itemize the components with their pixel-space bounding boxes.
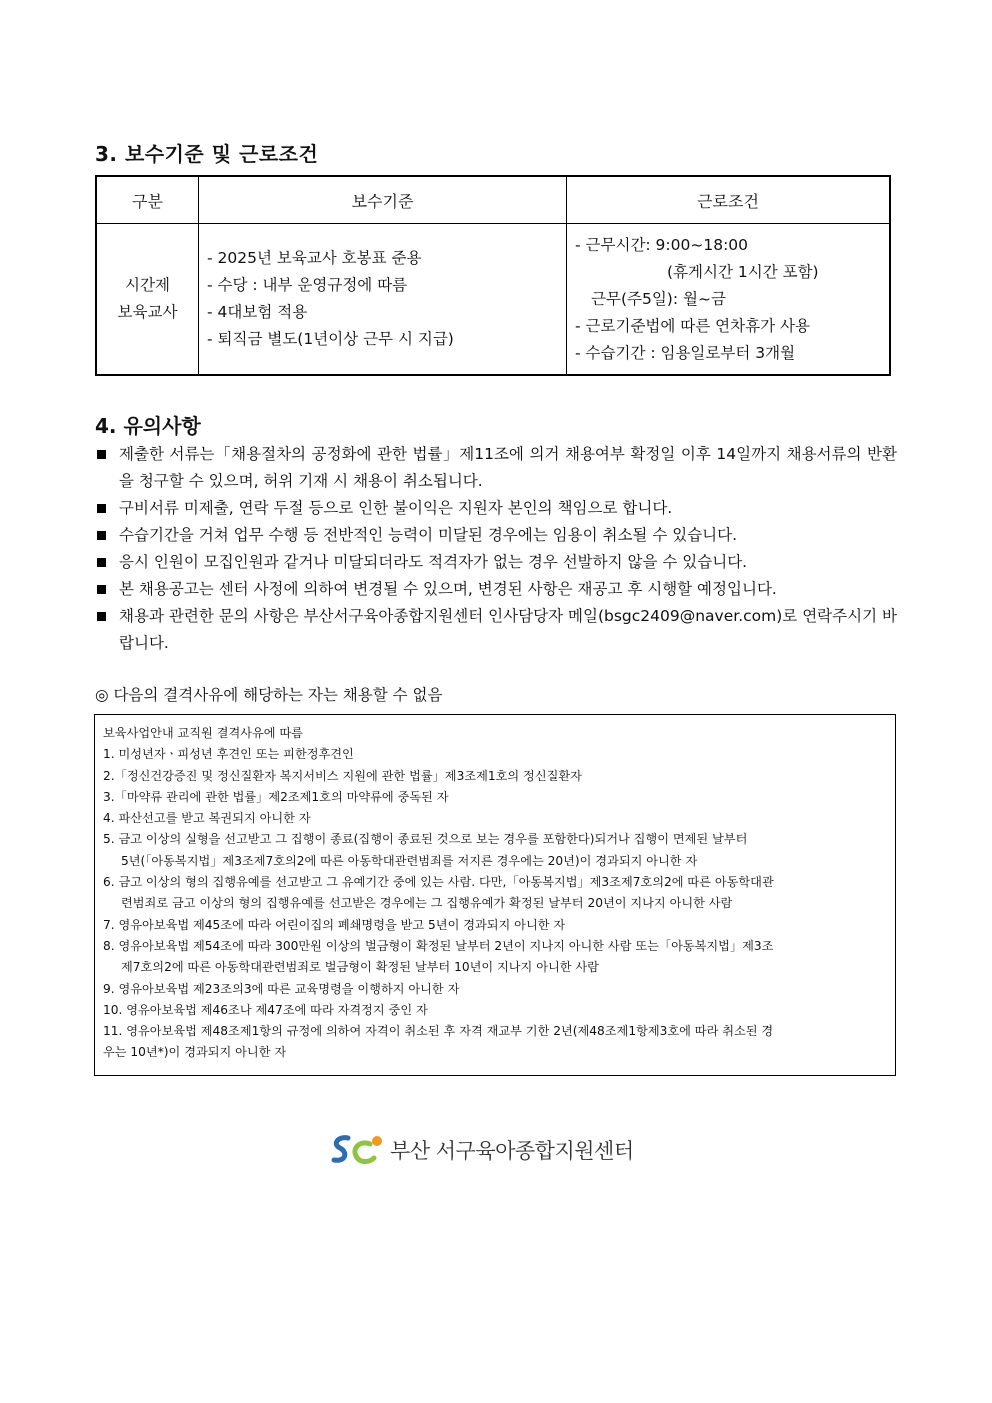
table-header-row bbox=[96, 176, 890, 224]
note-text: 응시 인원이 모집인원과 같거나 미달되더라도 적격자가 없는 경우 선발하지 않을 수 있습니다. bbox=[119, 553, 748, 571]
section4-title: 4. 유의사항 bbox=[95, 414, 201, 438]
pay-cell bbox=[199, 224, 567, 376]
square-bullet-icon bbox=[97, 558, 106, 567]
note-text: 수습기간을 거쳐 업무 수행 등 전반적인 능력이 미달된 경우에는 임용이 취소될 수 있습니다. bbox=[119, 526, 738, 544]
sc-logo-icon bbox=[330, 1132, 386, 1168]
condition-line: (휴게시간 1시간 포함) bbox=[667, 262, 819, 281]
list-item bbox=[95, 549, 897, 576]
category-cell bbox=[96, 224, 199, 376]
disq-line: 8. 영유아보육법 제54조에 따라 300만원 이상의 벌금형이 확정된 날부터 2년이 지나지 아니한 사람 또는「아동복지법」제3조 bbox=[103, 938, 774, 953]
square-bullet-icon bbox=[97, 531, 106, 540]
condition-line: - 수습기간 : 임용일로부터 3개월 bbox=[575, 343, 796, 362]
disq-line: 2.「정신건강증진 및 정신질환자 복지서비스 지원에 관한 법률」제3조제1호의 정신질환자 bbox=[103, 768, 582, 783]
notes-list bbox=[95, 441, 897, 657]
disqualification-box bbox=[94, 714, 896, 1076]
disq-line: 9. 영유아보육법 제23조의3에 따른 교육명령을 이행하지 아니한 자 bbox=[103, 981, 460, 996]
square-bullet-icon bbox=[97, 450, 106, 459]
disq-line: 7. 영유아보육법 제45조에 따라 어린이집의 폐쇄명령을 받고 5년이 경과되지 아니한 자 bbox=[103, 917, 566, 932]
note-text: 채용과 관련한 문의 사항은 부산서구육아종합지원센터 인사담당자 메일(bsgc2409@naver.com)로 연락주시기 바랍니다. bbox=[119, 607, 897, 652]
list-item bbox=[95, 441, 897, 495]
disq-line: 련범죄로 금고 이상의 형의 집행유예를 선고받은 경우에는 그 집행유예가 확정된 날부터 20년이 지나지 아니한 사람 bbox=[121, 896, 733, 911]
list-item bbox=[95, 603, 897, 657]
list-item bbox=[95, 495, 897, 522]
table-row bbox=[96, 224, 890, 376]
condition-line: - 근무시간: 9:00~18:00 bbox=[575, 235, 749, 254]
footer-brand bbox=[330, 1130, 634, 1170]
disq-line: 제7호의2에 따른 아동학대관련범죄로 벌금형이 확정된 날부터 10년이 지나지 아니한 사람 bbox=[121, 960, 599, 975]
note-text: 구비서류 미제출, 연락 두절 등으로 인한 불이익은 지원자 본인의 책임으로 합니다. bbox=[119, 499, 673, 517]
conditions-cell bbox=[567, 224, 891, 376]
note-text: 본 채용공고는 센터 사정에 의하여 변경될 수 있으며, 변경된 사항은 재공고 후 시행할 예정입니다. bbox=[119, 580, 777, 598]
pay-conditions-table bbox=[95, 175, 891, 376]
condition-line: - 근로기준법에 따른 연차휴가 사용 bbox=[575, 316, 810, 335]
list-item bbox=[95, 576, 897, 603]
pay-line: - 수당 : 내부 운영규정에 따름 bbox=[207, 276, 408, 294]
disq-line: 1. 미성년자ㆍ피성년 후견인 또는 피한정후견인 bbox=[103, 747, 354, 762]
pay-line: - 퇴직금 별도(1년이상 근무 시 지급) bbox=[207, 330, 454, 348]
org-name: 부산 서구육아종합지원센터 bbox=[390, 1139, 634, 1163]
category-line: 보육교사 bbox=[117, 303, 178, 321]
condition-line: 근무(주5일): 월~금 bbox=[591, 289, 726, 308]
header-conditions: 근로조건 bbox=[567, 176, 891, 224]
square-bullet-icon bbox=[97, 585, 106, 594]
disq-line: 10. 영유아보육법 제46조나 제47조에 따라 자격정지 중인 자 bbox=[103, 1002, 428, 1017]
disq-line: 5. 금고 이상의 실형을 선고받고 그 집행이 종료(집행이 종료된 것으로 보는 경우를 포함한다)되거나 집행이 면제된 날부터 bbox=[103, 832, 748, 847]
disq-line: 5년(「아동복지법」제3조제7호의2에 따른 아동학대관련범죄를 저지른 경우에는 20년)이 경과되지 아니한 자 bbox=[121, 853, 698, 868]
square-bullet-icon bbox=[97, 504, 106, 513]
header-category: 구분 bbox=[96, 176, 199, 224]
disq-line: 6. 금고 이상의 형의 집행유예를 선고받고 그 유예기간 중에 있는 사람. 다만,「아동복지법」제3조제7호의2에 따른 아동학대관 bbox=[103, 875, 774, 890]
square-bullet-icon bbox=[97, 612, 106, 621]
disq-line: 11. 영유아보육법 제48조제1항의 규정에 의하여 자격이 취소된 후 자격 재교부 기한 2년(제48조제1항제3호에 따라 취소된 경 bbox=[103, 1024, 774, 1039]
category-line: 시간제 bbox=[125, 276, 170, 294]
section3-title: 3. 보수기준 및 근로조건 bbox=[95, 142, 319, 166]
list-item bbox=[95, 522, 897, 549]
disq-line: 보육사업안내 교직원 결격사유에 따름 bbox=[103, 726, 303, 740]
disq-line: 우는 10년*)이 경과되지 아니한 자 bbox=[103, 1045, 287, 1060]
note-text: 제출한 서류는「채용절차의 공정화에 관한 법률」제11조에 의거 채용여부 확정일 이후 14일까지 채용서류의 반환을 청구할 수 있으며, 허위 기재 시 채용이 취소됩니다. bbox=[119, 445, 897, 490]
pay-line: - 2025년 보육교사 호봉표 준용 bbox=[207, 249, 422, 267]
header-pay: 보수기준 bbox=[199, 176, 567, 224]
pay-line: - 4대보험 적용 bbox=[207, 303, 308, 321]
disqualification-title: ◎ 다음의 결격사유에 해당하는 자는 채용할 수 없음 bbox=[95, 686, 443, 704]
disq-line: 4. 파산선고를 받고 복권되지 아니한 자 bbox=[103, 811, 311, 826]
disq-line: 3.「마약류 관리에 관한 법률」제2조제1호의 마약류에 중독된 자 bbox=[103, 789, 449, 804]
